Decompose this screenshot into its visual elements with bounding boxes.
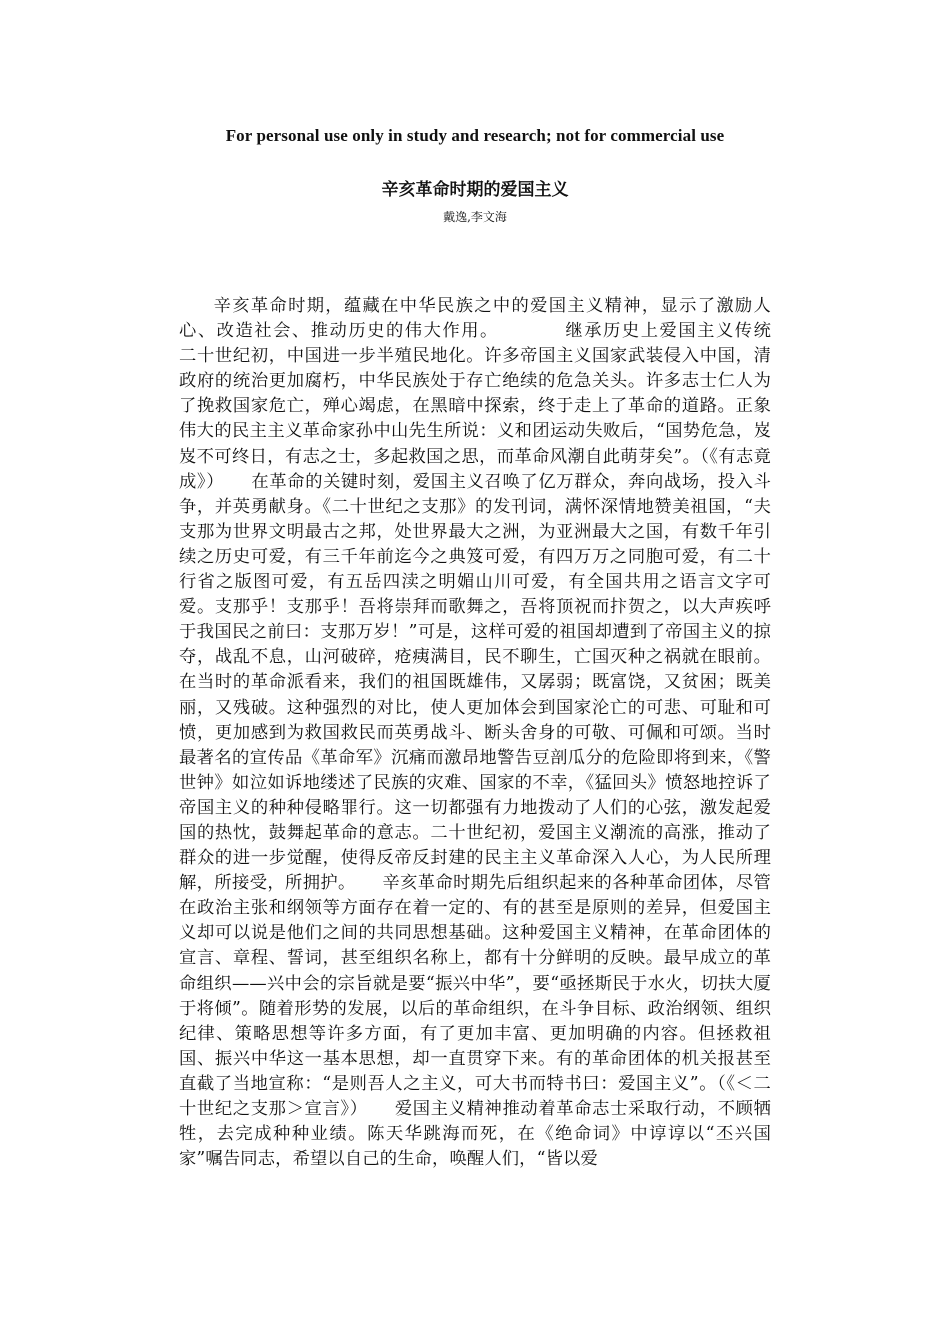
article-authors: 戴逸,李文海 — [443, 210, 507, 224]
article-title: 辛亥革命时期的爱国主义 — [381, 180, 569, 200]
usage-notice: For personal use only in study and research; not for commercial use — [225, 126, 725, 145]
article-body: 辛亥革命时期，蕴藏在中华民族之中的爱国主义精神，显示了激励人心、改造社会、推动历史的伟大作用。 继承历史上爱国主义传统 二十世纪初，中国进一步半殖民地化。许多帝国主义国家武装侵入中国，清政府的统治更加腐朽，中华民族处于存亡绝续的危急关头。许多志士仁人为了挽救国家危亡，殚心竭虑，在黑暗中探索，终于走上了革命的道路。正象伟大的民主主义革命家孙中山先生所说：义和团运动失败后，“国势危急，岌岌不可终日，有志之士，多起救国之思，而革命风潮自此萌芽矣”。（《有志竟成》） 在革命的关键时刻，爱国主义召唤了亿万群众，奔向战场，投入斗争，并英勇献身。《二十世纪之支那》的发刊词，满怀深情地赞美祖国，“夫支那为世界文明最古之邦，处世界最大之洲，为亚洲最大之国，有数千年引续之历史可爱，有三千年前迄今之典笈可爱，有四万万之同胞可爱，有二十行省之版图可爱，有五岳四渎之明媚山川可爱，有全国共用之语言文字可爱。支那乎！支那乎！吾将崇拜而歌舞之，吾将顶祝而抃贺之，以大声疾呼于我国民之前曰：支那万岁！”可是，这样可爱的祖国却遭到了帝国主义的掠夺，战乱不息，山河破碎，疮痍满目，民不聊生，亡国灭种之祸就在眼前。在当时的革命派看来，我们的祖国既雄伟，又孱弱；既富饶，又贫困；既美丽，又残破。这种强烈的对比，使人更加体会到国家沦亡的可悲、可耻和可愤，更加感到为救国救民而英勇战斗、断头舍身的可敬、可佩和可颂。当时最著名的宣传品《革命军》沉痛而激昂地警告豆剖瓜分的危险即将到来，《警世钟》如泣如诉地缕述了民族的灾难、国家的不幸，《猛回头》愤怒地控诉了帝国主义的种种侵略罪行。这一切都强有力地拨动了人们的心弦，激发起爱国的热忱，鼓舞起革命的意志。二十世纪初，爱国主义潮流的高涨，推动了群众的进一步觉醒，使得反帝反封建的民主主义革命深入人心，为人民所理解，所接受，所拥护。 辛亥革命时期先后组织起来的各种革命团体，尽管在政治主张和纲领等方面存在着一定的、有的甚至是原则的差异，但爱国主义却可以说是他们之间的共同思想基础。这种爱国主义精神，在革命团体的宣言、章程、誓词，甚至组织名称上，都有十分鲜明的反映。最早成立的革命组织——兴中会的宗旨就是要“振兴中华”，要“亟拯斯民于水火，切扶大厦于将倾”。随着形势的发展，以后的革命组织，在斗争目标、政治纲领、组织纪律、策略思想等许多方面，有了更加丰富、更加明确的内容。但拯救祖国、振兴中华这一基本思想，却一直贯穿下来。有的革命团体的机关报甚至直截了当地宣称：“是则吾人之主义，可大书而特书曰：爱国主义”。（《＜二十世纪之支那＞宣言》） 爱国主义精神推动着革命志士采取行动，不顾牺牲，去完成种种业绩。陈天华跳海而死，在《绝命词》中谆谆以“丕兴国家”嘱告同志，希望以自己的生命，唤醒人们，“皆以爱 — [179, 296, 806, 1170]
